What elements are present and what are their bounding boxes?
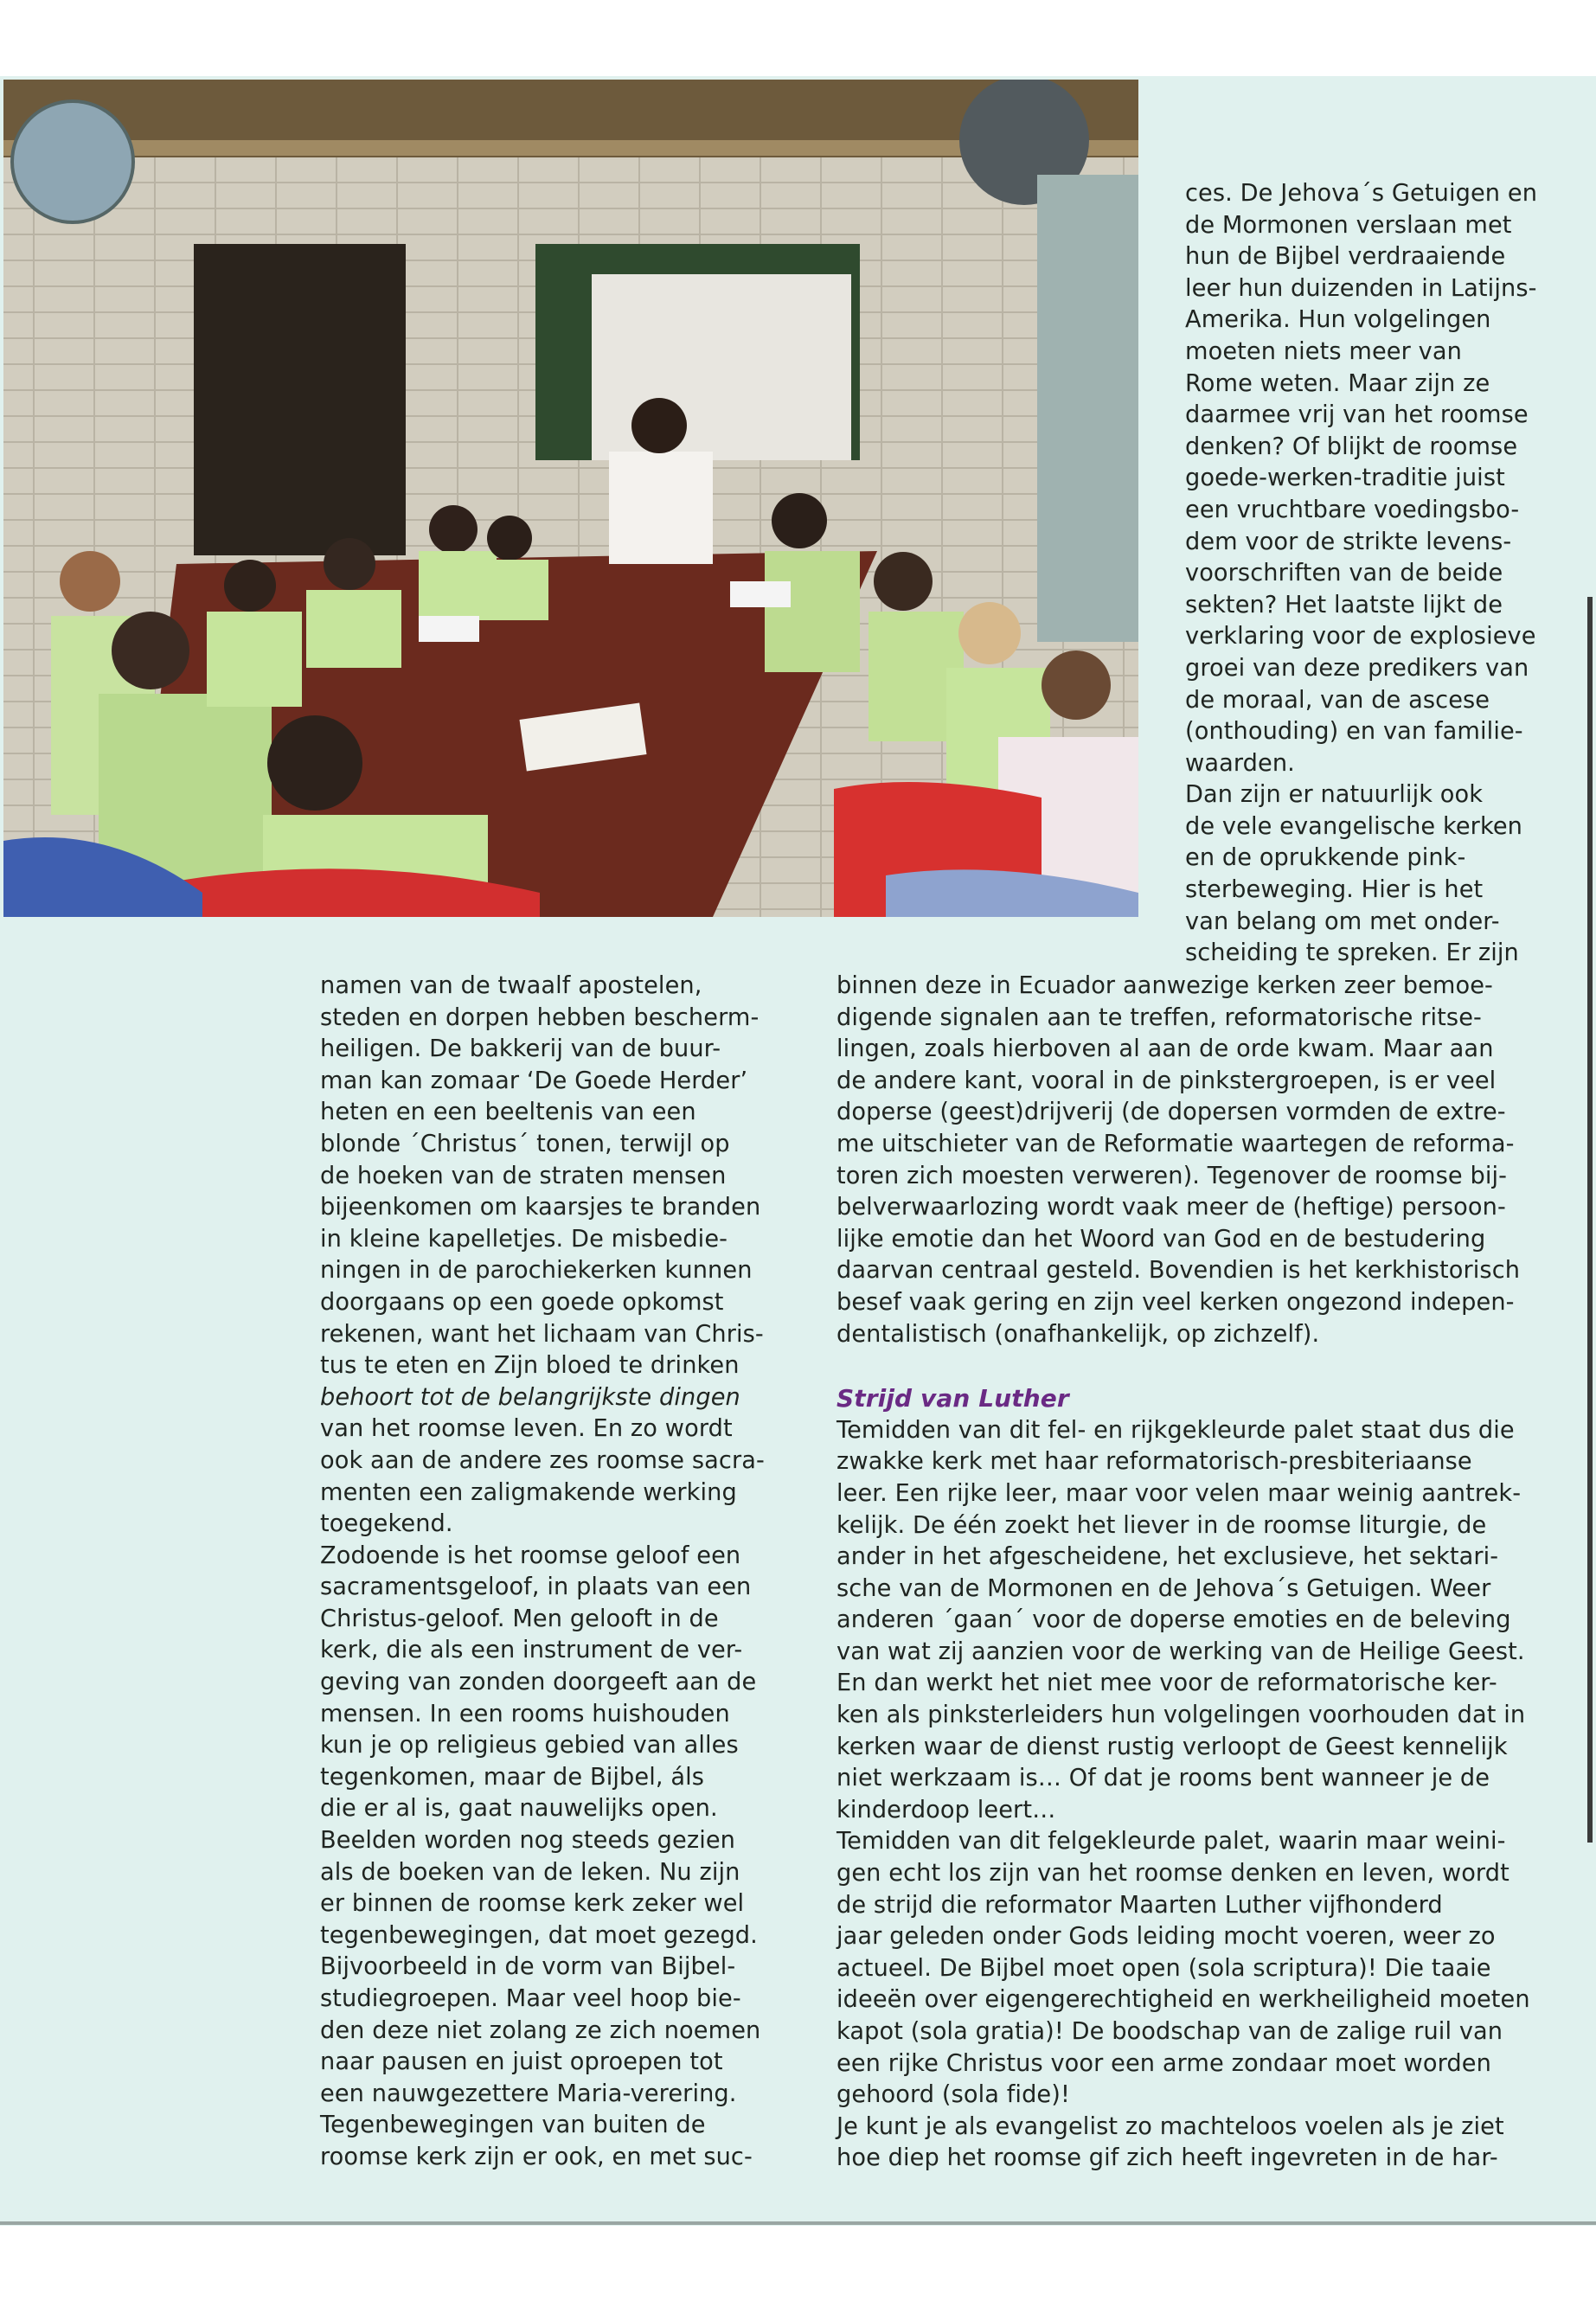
text-line: ander in het afgescheidene, het exclusieve, het sektari- [836,1543,1499,1571]
text-line: die er al is, gaat nauwelijks open. [320,1795,718,1823]
text-line: de hoeken van de straten mensen [320,1162,727,1189]
column-main [836,971,1546,2175]
text-line: Tegenbewegingen van buiten de [320,2112,706,2139]
main-paragraph-2 [836,1415,1546,2175]
text-line: en de oprukkende pink- [1185,844,1466,872]
text-line: man kan zomaar ‘De Goede Herder’ [320,1067,748,1094]
text-line: (onthouding) en van familie- [1185,718,1523,746]
text-line: als de boeken van de leken. Nu zijn [320,1858,740,1886]
text-line: tegenkomen, maar de Bijbel, áls [320,1763,705,1791]
text-line: dentalistisch (onafhankelijk, op zichzelf). [836,1320,1320,1348]
text-line: de andere kant, vooral in de pinkstergroepen, is er veel [836,1067,1497,1094]
text-line: gen echt los zijn van het roomse denken en leven, wordt [836,1860,1509,1888]
text-line: behoort tot de belangrijkste dingen [320,1383,740,1411]
text-line: de Mormonen verslaan met [1185,211,1512,239]
text-line: de vele evangelische kerken [1185,812,1522,840]
text-line: er binnen de roomse kerk zeker wel [320,1890,745,1918]
text-line: doperse (geest)drijverij (de dopersen vormden de extre- [836,1099,1506,1126]
text-line: waarden. [1185,749,1295,777]
classroom-photo-icon [3,80,1138,917]
text-line: namen van de twaalf apostelen, [320,972,702,999]
classroom-photo [3,80,1138,917]
text-line: sterbeweging. Hier is het [1185,876,1484,904]
text-line: hun de Bijbel verdraaiende [1185,243,1506,271]
text-line: sacramentsgeloof, in plaats van een [320,1574,752,1601]
column-right-top [1185,178,1566,970]
text-line: binnen deze in Ecuador aanwezige kerken zeer bemoe- [836,972,1493,999]
text-line: Zodoende is het roomse geloof een [320,1541,741,1569]
text-line: studiegroepen. Maar veel hoop bie- [320,1985,741,2012]
text-line: doorgaans op een goede opkomst [320,1288,724,1316]
text-line: leer hun duizenden in Latijns- [1185,274,1537,302]
text-line: mensen. In een rooms huishouden [320,1700,730,1727]
text-line: rekenen, want het lichaam van Chris- [320,1320,764,1348]
text-line: gehoord (sola fide)! [836,2081,1070,2109]
text-line: tegenbewegingen, dat moet gezegd. [320,1921,758,1949]
text-line: sche van de Mormonen en de Jehova´s Getuigen. Weer [836,1574,1491,1602]
text-line: van wat zij aanzien voor de werking van de Heilige Geest. [836,1638,1525,1665]
text-line: Temidden van dit fel- en rijkgekleurde palet staat dus die [836,1416,1515,1444]
text-line: ningen in de parochiekerken kunnen [320,1257,753,1285]
text-line: moeten niets meer van [1185,337,1462,365]
text-line: de strijd die reformator Maarten Luther vijfhonderd [836,1891,1443,1919]
text-line: lingen, zoals hierboven al aan de orde kwam. Maar aan [836,1035,1494,1063]
text-line: Amerika. Hun volgelingen [1185,306,1491,334]
text-line: heten en een beeltenis van een [320,1099,696,1126]
text-line: lijke emotie dan het Woord van God en de bestudering [836,1225,1486,1253]
text-line: daarvan centraal gesteld. Bovendien is het kerkhistorisch [836,1257,1521,1285]
text-line: naar pausen en juist oproepen tot [320,2048,723,2076]
column-left [320,971,787,2174]
text-line: Dan zijn er natuurlijk ook [1185,781,1484,809]
text-line: menten een zaligmakende werking [320,1478,737,1506]
page-edge-shadow [1587,597,1593,1843]
text-line: Rome weten. Maar zijn ze [1185,369,1490,397]
text-line: den deze niet zolang ze zich noemen [320,2016,761,2044]
text-line: Temidden van dit felgekleurde palet, waarin maar weini- [836,1828,1506,1856]
text-line: bijeenkomen om kaarsjes te branden [320,1194,761,1221]
text-line: Christus-geloof. Men gelooft in de [320,1605,719,1632]
text-line: toegekend. [320,1510,453,1538]
text-line: van belang om met onder- [1185,907,1500,935]
text-line: goede-werken-traditie juist [1185,465,1505,492]
text-line: Beelden worden nog steeds gezien [320,1827,736,1855]
text-line: digende signalen aan te treffen, reformatorische ritse- [836,1003,1482,1031]
text-line: Bijvoorbeeld in de vorm van Bijbel- [320,1953,736,1981]
text-line: in kleine kapelletjes. De misbedie- [320,1225,728,1253]
text-line: ces. De Jehova´s Getuigen en [1185,180,1538,207]
text-line: jaar geleden onder Gods leiding mocht voeren, weer zo [836,1923,1496,1951]
text-line: actueel. De Bijbel moet open (sola scriptura)! Die taaie [836,1954,1491,1982]
text-line: toren zich moesten verweren). Tegenover de roomse bij- [836,1162,1508,1189]
text-line: me uitschieter van de Reformatie waartegen de reforma- [836,1130,1515,1157]
text-line: dem voor de strikte levens- [1185,528,1512,555]
text-line: denken? Of blijkt de roomse [1185,433,1518,460]
text-line: ken als pinksterleiders hun volgelingen voorhouden dat in [836,1702,1526,1729]
text-line: een rijke Christus voor een arme zondaar moet worden [836,2049,1491,2077]
text-line: kelijk. De één zoekt het liever in de roomse liturgie, de [836,1511,1487,1539]
text-line: de moraal, van de ascese [1185,686,1490,714]
text-line: roomse kerk zijn er ook, en met suc- [320,2143,753,2170]
text-line: Je kunt je als evangelist zo machteloos voelen als je ziet [836,2112,1504,2140]
text-line: En dan werkt het niet mee voor de reformatorische ker- [836,1670,1497,1697]
text-line: steden en dorpen hebben bescherm- [320,1003,760,1031]
text-line: kun je op religieus gebied van alles [320,1732,739,1759]
section-heading: Strijd van Luther [836,1384,1069,1413]
text-line: kerk, die als een instrument de ver- [320,1637,743,1664]
text-line: hoe diep het roomse gif zich heeft ingevreten in de har- [836,2144,1498,2172]
text-line: besef vaak gering en zijn veel kerken ongezond indepen- [836,1288,1515,1316]
text-line: kapot (sola gratia)! De boodschap van de zalige ruil van [836,2018,1503,2045]
text-line: groei van deze predikers van [1185,654,1529,682]
text-line: leer. Een rijke leer, maar voor velen maar weinig aantrek- [836,1479,1522,1507]
text-line: zwakke kerk met haar reformatorisch-presbiteriaanse [836,1448,1472,1476]
text-line: belverwaarlozing wordt vaak meer de (heftige) persoon- [836,1194,1506,1221]
text-line: niet werkzaam is… Of dat je rooms bent wanneer je de [836,1765,1490,1792]
text-line: verklaring voor de explosieve [1185,623,1536,651]
text-line: anderen ´gaan´ voor de doperse emoties en de beleving [836,1606,1511,1634]
text-line: geving van zonden doorgeeft aan de [320,1669,757,1696]
text-line: scheiding te spreken. Er zijn [1185,939,1519,967]
text-line: sekten? Het laatste lijkt de [1185,591,1503,619]
main-paragraph-1 [836,971,1546,1350]
text-line: ook aan de andere zes roomse sacra- [320,1446,765,1474]
text-line: een nauwgezettere Maria-verering. [320,2080,737,2107]
text-line: daarmee vrij van het roomse [1185,401,1529,429]
section-gap [836,1350,1546,1383]
text-line: tus te eten en Zijn bloed te drinken [320,1352,740,1380]
text-line: heiligen. De bakkerij van de buur- [320,1035,721,1063]
text-line: voorschriften van de beide [1185,560,1503,587]
text-line: een vruchtbare voedingsbo- [1185,496,1520,523]
bottom-rule [0,2221,1596,2225]
text-line: kinderdoop leert… [836,1796,1056,1823]
text-line: kerken waar de dienst rustig verloopt de Geest kennelijk [836,1733,1508,1760]
text-line: ideeën over eigengerechtigheid en werkheiligheid moeten [836,1986,1530,2014]
text-line: van het roomse leven. En zo wordt [320,1415,733,1443]
text-line: blonde ´Christus´ tonen, terwijl op [320,1130,730,1157]
